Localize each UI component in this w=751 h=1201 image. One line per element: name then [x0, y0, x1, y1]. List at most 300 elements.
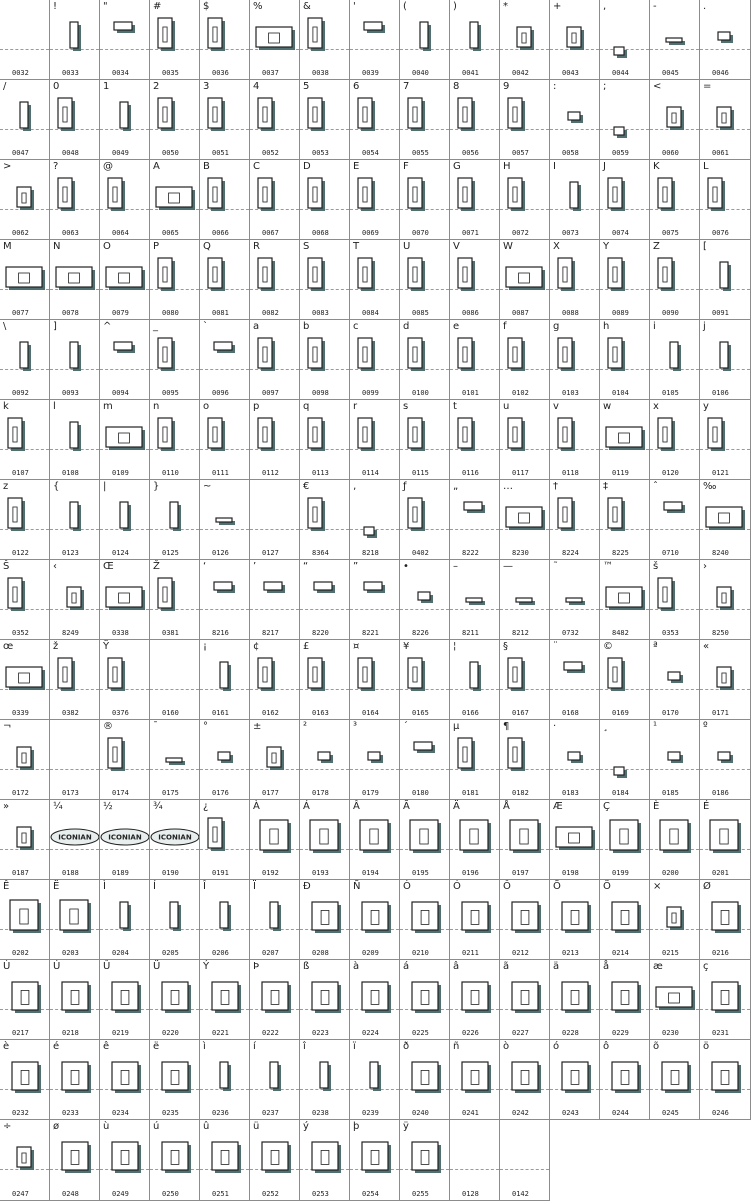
- character-code: 0402: [412, 549, 429, 557]
- glyph-cell[interactable]: [200, 720, 250, 800]
- glyph-cell[interactable]: [150, 960, 200, 1040]
- character-label: Ô: [503, 881, 511, 892]
- glyph-cell[interactable]: [300, 80, 350, 160]
- glyph-cell[interactable]: [250, 880, 300, 960]
- glyph-preview: [550, 640, 600, 720]
- glyph-cell[interactable]: [150, 720, 200, 800]
- glyph-cell[interactable]: [550, 1040, 600, 1120]
- glyph-counter: [569, 833, 580, 843]
- glyph-cell[interactable]: [300, 720, 350, 800]
- character-code: 0243: [562, 1109, 579, 1117]
- glyph-cell[interactable]: [300, 800, 350, 880]
- glyph-cell[interactable]: [450, 880, 500, 960]
- character-label: P: [153, 241, 160, 252]
- glyph-preview: [100, 1120, 150, 1200]
- character-label: o: [203, 401, 210, 412]
- glyph-cell[interactable]: [50, 480, 100, 560]
- glyph-cell[interactable]: [550, 640, 600, 720]
- glyph-cell[interactable]: [50, 320, 100, 400]
- character-code: 0192: [262, 869, 279, 877]
- glyph-cell[interactable]: [500, 320, 550, 400]
- glyph-cell[interactable]: [0, 800, 50, 880]
- glyph-cell[interactable]: [250, 320, 300, 400]
- glyph-cell[interactable]: [550, 960, 600, 1040]
- glyph-cell[interactable]: [400, 560, 450, 640]
- glyph-cell[interactable]: [0, 560, 50, 640]
- glyph-cell[interactable]: [400, 640, 450, 720]
- glyph-cell[interactable]: [400, 0, 450, 80]
- character-code: 0239: [362, 1109, 379, 1117]
- glyph-cell[interactable]: [300, 560, 350, 640]
- glyph-counter: [563, 347, 567, 362]
- glyph-cell[interactable]: [500, 640, 550, 720]
- glyph-cell[interactable]: [450, 800, 500, 880]
- glyph-cell[interactable]: [300, 400, 350, 480]
- glyph-cell[interactable]: [350, 720, 400, 800]
- glyph-preview: [300, 400, 350, 480]
- glyph-cell[interactable]: [500, 400, 550, 480]
- character-code: 0054: [362, 149, 379, 157]
- glyph-cell[interactable]: [50, 80, 100, 160]
- glyph-cell[interactable]: [100, 720, 150, 800]
- glyph-cell[interactable]: [150, 640, 200, 720]
- character-label: æ: [653, 961, 663, 972]
- glyph-cell[interactable]: [200, 640, 250, 720]
- glyph-cell[interactable]: [450, 720, 500, 800]
- glyph-cell[interactable]: [450, 1120, 500, 1201]
- glyph-counter: [413, 107, 417, 122]
- glyph-cell[interactable]: [700, 960, 751, 1040]
- character-label: b: [303, 321, 310, 332]
- glyph-cell[interactable]: [550, 80, 600, 160]
- glyph-cell[interactable]: [100, 880, 150, 960]
- glyph-cell[interactable]: [650, 560, 700, 640]
- glyph-cell[interactable]: [50, 960, 100, 1040]
- glyph-face: [720, 342, 728, 368]
- character-code: 0121: [712, 469, 729, 477]
- glyph-cell[interactable]: [300, 240, 350, 320]
- glyph-cell[interactable]: [250, 240, 300, 320]
- glyph-cell[interactable]: [650, 640, 700, 720]
- glyph-cell[interactable]: [650, 720, 700, 800]
- glyph-cell[interactable]: [500, 80, 550, 160]
- glyph-preview: [400, 880, 450, 960]
- glyph-cell[interactable]: [100, 80, 150, 160]
- glyph-cell[interactable]: [450, 560, 500, 640]
- character-label: ö: [703, 1041, 710, 1052]
- glyph-counter: [71, 1150, 79, 1164]
- character-label: ]: [53, 321, 57, 332]
- glyph-cell[interactable]: [150, 880, 200, 960]
- glyph-cell[interactable]: [150, 560, 200, 640]
- glyph-cell[interactable]: [550, 400, 600, 480]
- glyph-cell[interactable]: [200, 160, 250, 240]
- glyph-cell[interactable]: [700, 240, 751, 320]
- glyph-cell[interactable]: [100, 560, 150, 640]
- glyph-cell[interactable]: [650, 960, 700, 1040]
- glyph-cell[interactable]: [100, 960, 150, 1040]
- glyph-cell[interactable]: [250, 560, 300, 640]
- glyph-cell[interactable]: [350, 1040, 400, 1120]
- glyph-preview: [100, 960, 150, 1040]
- glyph-cell[interactable]: [650, 160, 700, 240]
- character-label: J: [603, 161, 606, 172]
- glyph-cell[interactable]: [700, 80, 751, 160]
- glyph-cell[interactable]: [450, 400, 500, 480]
- glyph-cell[interactable]: [350, 640, 400, 720]
- glyph-cell[interactable]: [700, 640, 751, 720]
- glyph-cell[interactable]: [550, 880, 600, 960]
- glyph-cell[interactable]: [50, 0, 100, 80]
- glyph-cell[interactable]: [250, 400, 300, 480]
- glyph-cell[interactable]: [600, 240, 650, 320]
- glyph-cell[interactable]: [500, 800, 550, 880]
- glyph-cell[interactable]: [400, 1040, 450, 1120]
- glyph-cell[interactable]: [350, 560, 400, 640]
- glyph-cell[interactable]: [350, 480, 400, 560]
- character-label: \: [3, 321, 7, 332]
- glyph-cell[interactable]: [450, 240, 500, 320]
- glyph-cell[interactable]: [450, 160, 500, 240]
- glyph-cell[interactable]: [700, 160, 751, 240]
- glyph-cell[interactable]: [450, 640, 500, 720]
- character-label: ¯: [153, 721, 158, 732]
- glyph-counter: [263, 107, 267, 122]
- glyph-cell[interactable]: [50, 800, 100, 880]
- glyph-cell[interactable]: [700, 880, 751, 960]
- character-code: 0033: [62, 69, 79, 77]
- glyph-cell[interactable]: [700, 0, 751, 80]
- glyph-cell[interactable]: [550, 560, 600, 640]
- glyph-cell[interactable]: [100, 0, 150, 80]
- glyph-cell[interactable]: [650, 80, 700, 160]
- glyph-cell[interactable]: [400, 240, 450, 320]
- glyph-cell[interactable]: [550, 800, 600, 880]
- glyph-cell[interactable]: [300, 640, 350, 720]
- glyph-cell[interactable]: [450, 960, 500, 1040]
- glyph-cell[interactable]: [200, 400, 250, 480]
- glyph-cell[interactable]: [700, 720, 751, 800]
- glyph-cell[interactable]: [200, 320, 250, 400]
- glyph-cell[interactable]: [150, 800, 200, 880]
- character-code: 8216: [212, 629, 229, 637]
- glyph-cell[interactable]: [400, 480, 450, 560]
- glyph-cell[interactable]: [650, 880, 700, 960]
- glyph-preview: [600, 160, 650, 240]
- glyph-counter: [672, 913, 676, 923]
- glyph-cell[interactable]: [600, 800, 650, 880]
- glyph-cell[interactable]: [600, 480, 650, 560]
- glyph-cell[interactable]: [650, 480, 700, 560]
- glyph-cell[interactable]: [500, 560, 550, 640]
- glyph-cell[interactable]: [0, 1120, 50, 1201]
- glyph-cell[interactable]: [500, 1120, 550, 1201]
- glyph-cell[interactable]: [600, 80, 650, 160]
- glyph-cell[interactable]: [50, 560, 100, 640]
- glyph-cell[interactable]: [100, 240, 150, 320]
- glyph-counter: [22, 753, 26, 763]
- glyph-cell[interactable]: [0, 80, 50, 160]
- glyph-cell[interactable]: [600, 400, 650, 480]
- glyph-preview: [200, 800, 250, 880]
- character-code: 0103: [562, 389, 579, 397]
- glyph-cell[interactable]: [150, 1120, 200, 1201]
- glyph-cell[interactable]: [100, 160, 150, 240]
- glyph-cell[interactable]: [600, 880, 650, 960]
- glyph-cell[interactable]: [200, 880, 250, 960]
- glyph-cell[interactable]: [600, 560, 650, 640]
- glyph-cell[interactable]: [0, 0, 50, 80]
- glyph-cell[interactable]: [450, 1040, 500, 1120]
- glyph-cell[interactable]: [150, 400, 200, 480]
- glyph-cell[interactable]: [500, 240, 550, 320]
- glyph-cell[interactable]: [400, 880, 450, 960]
- glyph-cell[interactable]: [450, 80, 500, 160]
- glyph-cell[interactable]: [150, 320, 200, 400]
- glyph-cell[interactable]: [0, 480, 50, 560]
- glyph-cell[interactable]: [550, 160, 600, 240]
- glyph-cell[interactable]: [400, 960, 450, 1040]
- glyph-counter: [271, 990, 279, 1004]
- glyph-counter: [371, 910, 379, 924]
- glyph-cell[interactable]: [250, 160, 300, 240]
- glyph-cell[interactable]: [100, 1040, 150, 1120]
- glyph-cell[interactable]: [300, 880, 350, 960]
- glyph-cell[interactable]: [600, 640, 650, 720]
- glyph-cell[interactable]: [600, 160, 650, 240]
- glyph-cell[interactable]: [350, 0, 400, 80]
- character-label: T: [353, 241, 360, 252]
- glyph-cell[interactable]: [400, 80, 450, 160]
- glyph-cell[interactable]: [250, 1120, 300, 1201]
- glyph-cell[interactable]: [350, 320, 400, 400]
- glyph-cell[interactable]: [400, 400, 450, 480]
- glyph-cell[interactable]: [250, 720, 300, 800]
- glyph-cell[interactable]: [250, 1040, 300, 1120]
- glyph-cell[interactable]: [650, 400, 700, 480]
- character-code: 0049: [112, 149, 129, 157]
- glyph-cell[interactable]: [50, 240, 100, 320]
- glyph-cell[interactable]: [150, 80, 200, 160]
- glyph-cell[interactable]: [500, 1040, 550, 1120]
- character-code: 0204: [112, 949, 129, 957]
- glyph-cell[interactable]: [700, 800, 751, 880]
- glyph-cell[interactable]: [300, 960, 350, 1040]
- glyph-cell[interactable]: [350, 800, 400, 880]
- glyph-preview: [50, 320, 100, 400]
- glyph-cell[interactable]: [0, 640, 50, 720]
- glyph-cell[interactable]: [300, 1120, 350, 1201]
- glyph-cell[interactable]: [300, 0, 350, 80]
- glyph-cell[interactable]: [650, 800, 700, 880]
- glyph-cell[interactable]: [550, 320, 600, 400]
- glyph-counter: [321, 990, 329, 1004]
- character-code: 0214: [612, 949, 629, 957]
- glyph-cell[interactable]: [500, 720, 550, 800]
- glyph-cell[interactable]: [700, 480, 751, 560]
- glyph-cell[interactable]: [500, 480, 550, 560]
- glyph-cell[interactable]: [600, 1040, 650, 1120]
- character-label: 0: [53, 81, 60, 92]
- glyph-cell[interactable]: [250, 0, 300, 80]
- character-label: @: [103, 161, 113, 172]
- glyph-cell[interactable]: [400, 1120, 450, 1201]
- glyph-cell[interactable]: [200, 560, 250, 640]
- character-label: ~: [203, 481, 212, 492]
- glyph-preview: [450, 560, 500, 640]
- glyph-cell[interactable]: [0, 880, 50, 960]
- glyph-cell[interactable]: [400, 720, 450, 800]
- glyph-counter: [272, 753, 276, 763]
- glyph-cell[interactable]: [250, 480, 300, 560]
- glyph-cell[interactable]: [450, 480, 500, 560]
- glyph-cell[interactable]: [450, 320, 500, 400]
- glyph-cell[interactable]: [500, 160, 550, 240]
- glyph-cell[interactable]: [500, 0, 550, 80]
- glyph-preview: [300, 320, 350, 400]
- glyph-cell[interactable]: [150, 160, 200, 240]
- glyph-cell[interactable]: [0, 400, 50, 480]
- glyph-cell[interactable]: [50, 400, 100, 480]
- glyph-cell[interactable]: [200, 240, 250, 320]
- glyph-cell[interactable]: [100, 480, 150, 560]
- glyph-cell[interactable]: [200, 1120, 250, 1201]
- glyph-cell[interactable]: [0, 720, 50, 800]
- glyph-cell[interactable]: [600, 960, 650, 1040]
- character-code: 0198: [562, 869, 579, 877]
- glyph-cell[interactable]: [500, 960, 550, 1040]
- glyph-cell[interactable]: [300, 1040, 350, 1120]
- glyph-cell[interactable]: [50, 160, 100, 240]
- glyph-cell[interactable]: [350, 960, 400, 1040]
- glyph-face: [264, 582, 282, 590]
- glyph-cell[interactable]: [400, 320, 450, 400]
- glyph-cell[interactable]: [350, 240, 400, 320]
- glyph-cell[interactable]: [150, 480, 200, 560]
- glyph-counter: [663, 267, 667, 282]
- glyph-preview: [0, 960, 50, 1040]
- glyph-cell[interactable]: [0, 960, 50, 1040]
- glyph-counter: [21, 1070, 29, 1084]
- glyph-counter: [13, 427, 17, 442]
- character-label: &: [303, 1, 311, 12]
- character-label: Î: [203, 881, 206, 892]
- glyph-cell[interactable]: [250, 960, 300, 1040]
- glyph-counter: [413, 427, 417, 442]
- glyph-cell[interactable]: [250, 640, 300, 720]
- glyph-cell[interactable]: [350, 880, 400, 960]
- glyph-cell[interactable]: [50, 1120, 100, 1201]
- glyph-cell[interactable]: [450, 0, 500, 80]
- glyph-cell[interactable]: [650, 320, 700, 400]
- glyph-counter: [313, 507, 317, 522]
- glyph-cell[interactable]: [200, 800, 250, 880]
- glyph-cell[interactable]: [200, 960, 250, 1040]
- glyph-cell[interactable]: [600, 320, 650, 400]
- glyph-cell[interactable]: [700, 400, 751, 480]
- character-label: ®: [103, 721, 113, 732]
- glyph-cell[interactable]: [200, 480, 250, 560]
- glyph-cell[interactable]: [0, 1040, 50, 1120]
- glyph-cell[interactable]: [0, 320, 50, 400]
- character-label: Ç: [603, 801, 610, 812]
- character-code: 0062: [12, 229, 29, 237]
- glyph-cell[interactable]: [400, 800, 450, 880]
- glyph-face: [664, 502, 682, 510]
- glyph-counter: [513, 427, 517, 442]
- glyph-cell[interactable]: [100, 1120, 150, 1201]
- glyph-cell[interactable]: [300, 160, 350, 240]
- glyph-cell[interactable]: [150, 1040, 200, 1120]
- glyph-preview: [500, 240, 550, 320]
- character-code: 0188: [62, 869, 79, 877]
- glyph-cell[interactable]: [50, 1040, 100, 1120]
- glyph-preview: [50, 640, 100, 720]
- glyph-cell[interactable]: [50, 640, 100, 720]
- glyph-cell[interactable]: [50, 720, 100, 800]
- glyph-cell[interactable]: [150, 240, 200, 320]
- glyph-preview: [700, 320, 750, 400]
- glyph-cell[interactable]: [550, 720, 600, 800]
- character-code: 0068: [312, 229, 329, 237]
- glyph-cell[interactable]: [150, 0, 200, 80]
- glyph-cell[interactable]: [650, 240, 700, 320]
- glyph-cell[interactable]: [700, 1040, 751, 1120]
- character-label: ": [103, 1, 108, 12]
- glyph-cell[interactable]: [550, 240, 600, 320]
- glyph-cell[interactable]: [700, 560, 751, 640]
- glyph-cell[interactable]: [600, 0, 650, 80]
- glyph-cell[interactable]: [100, 400, 150, 480]
- glyph-cell[interactable]: [300, 480, 350, 560]
- glyph-cell[interactable]: [600, 720, 650, 800]
- glyph-cell[interactable]: [650, 0, 700, 80]
- glyph-cell[interactable]: [500, 880, 550, 960]
- character-label: Œ: [103, 561, 114, 572]
- glyph-cell[interactable]: [200, 0, 250, 80]
- glyph-cell[interactable]: [200, 1040, 250, 1120]
- glyph-preview: [600, 240, 650, 320]
- character-label: S: [303, 241, 310, 252]
- character-code: 0110: [162, 469, 179, 477]
- glyph-cell[interactable]: [350, 80, 400, 160]
- glyph-cell[interactable]: [350, 1120, 400, 1201]
- glyph-cell[interactable]: [650, 1040, 700, 1120]
- glyph-cell[interactable]: [350, 400, 400, 480]
- glyph-cell[interactable]: [250, 800, 300, 880]
- glyph-preview: [50, 1120, 100, 1200]
- glyph-cell[interactable]: [400, 160, 450, 240]
- glyph-cell[interactable]: [0, 240, 50, 320]
- glyph-preview: [300, 240, 350, 320]
- character-code: 0165: [412, 709, 429, 717]
- glyph-cell[interactable]: [700, 320, 751, 400]
- glyph-cell[interactable]: [100, 320, 150, 400]
- glyph-cell[interactable]: [300, 320, 350, 400]
- glyph-cell[interactable]: [550, 0, 600, 80]
- glyph-cell[interactable]: [100, 640, 150, 720]
- glyph-cell[interactable]: [50, 880, 100, 960]
- character-code: 0105: [662, 389, 679, 397]
- glyph-counter: [519, 513, 530, 523]
- glyph-cell[interactable]: [550, 480, 600, 560]
- glyph-cell[interactable]: [0, 160, 50, 240]
- glyph-cell[interactable]: [250, 80, 300, 160]
- glyph-cell[interactable]: [100, 800, 150, 880]
- glyph-cell[interactable]: [200, 80, 250, 160]
- glyph-cell[interactable]: [350, 160, 400, 240]
- character-code: 8364: [312, 549, 329, 557]
